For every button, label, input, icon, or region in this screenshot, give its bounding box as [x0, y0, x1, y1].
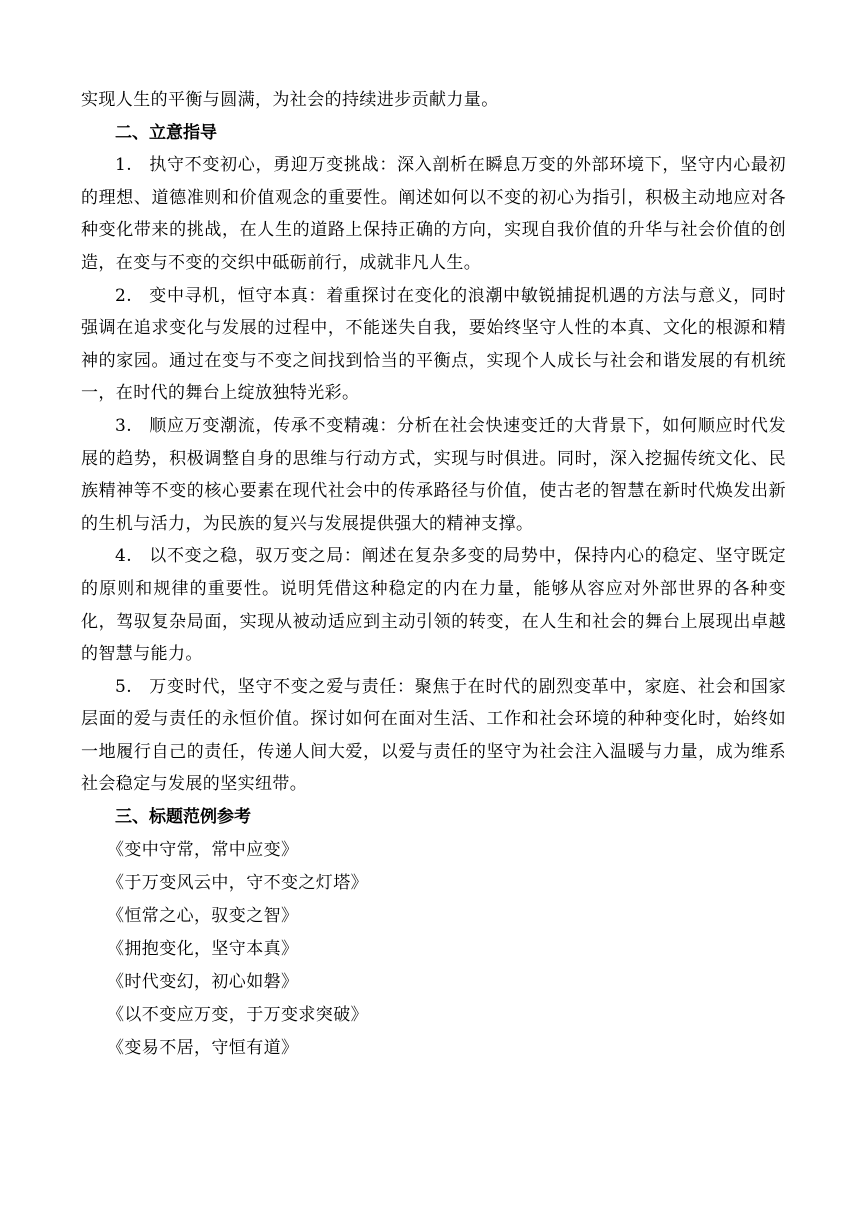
title-example: 《变中守常，常中应变》 [107, 839, 299, 860]
guidance-item-text: 顺应万变潮流，传承不变精魂：分析在社会快速变迁的大背景下，如何顺应时代发展的趋势，积极调整自身的思维与行动方式，实现与时俱进。同时，深入挖掘传统文化、民族精神等不变的核心要素在现代社会中的传承路径与价值，使古老的智慧在新时代焕发出新的生机与活力，为民族的复兴与发展提供强大的精神支撑。 [81, 415, 786, 534]
title-example: 《于万变风云中，守不变之灯塔》 [107, 872, 368, 893]
title-example: 《拥抱变化，坚守本真》 [107, 938, 299, 959]
guidance-item-5 [81, 671, 786, 801]
title-example-list [81, 834, 786, 1065]
title-example: 《时代变幻，初心如磐》 [107, 971, 299, 992]
guidance-item-text: 变中寻机，恒守本真：着重探讨在变化的浪潮中敏锐捕捉机遇的方法与意义，同时强调在追求变化与发展的过程中，不能迷失自我，要始终坚守人性的本真、文化的根源和精神的家园。通过在变与不变之间找到恰当的平衡点，实现个人成长与社会和谐发展的有机统一，在时代的舞台上绽放独特光彩。 [81, 285, 786, 404]
title-example: 《恒常之心，驭变之智》 [107, 905, 299, 926]
intro-tail-paragraph: 实现人生的平衡与圆满，为社会的持续进步贡献力量。 [81, 90, 499, 110]
guidance-item-number: 2. [115, 285, 133, 306]
section-heading-title-examples: 三、标题范例参考 [115, 807, 251, 828]
guidance-item-4 [81, 540, 786, 670]
guidance-item-1 [81, 149, 786, 279]
guidance-item-text: 以不变之稳，驭万变之局：阐述在复杂多变的局势中，保持内心的稳定、坚守既定的原则和规律的重要性。说明凭借这种稳定的内在力量，能够从容应对外部世界的各种变化，驾驭复杂局面，实现从被动适应到主动引领的转变，在人生和社会的舞台上展现出卓越的智慧与能力。 [81, 546, 786, 665]
section-heading-guidance: 二、立意指导 [115, 122, 217, 143]
guidance-item-number: 3. [115, 415, 133, 436]
guidance-item-3 [81, 410, 786, 540]
guidance-item-2 [81, 280, 786, 410]
document-page [81, 84, 786, 1065]
guidance-item-number: 4. [115, 546, 133, 567]
title-example: 《以不变应万变，于万变求突破》 [107, 1004, 368, 1025]
guidance-item-number: 1. [115, 155, 133, 176]
guidance-item-text: 万变时代，坚守不变之爱与责任：聚焦于在时代的剧烈变革中，家庭、社会和国家层面的爱与责任的永恒价值。探讨如何在面对生活、工作和社会环境的种种变化时，始终如一地履行自己的责任，传递人间大爱，以爱与责任的坚守为社会注入温暖与力量，成为维系社会稳定与发展的坚实纽带。 [81, 676, 786, 795]
guidance-item-text: 执守不变初心，勇迎万变挑战：深入剖析在瞬息万变的外部环境下，坚守内心最初的理想、道德准则和价值观念的重要性。阐述如何以不变的初心为指引，积极主动地应对各种变化带来的挑战，在人生的道路上保持正确的方向，实现自我价值的升华与社会价值的创造，在变与不变的交织中砥砺前行，成就非凡人生。 [81, 155, 786, 273]
title-example: 《变易不居，守恒有道》 [107, 1037, 299, 1058]
guidance-item-number: 5. [115, 676, 133, 697]
